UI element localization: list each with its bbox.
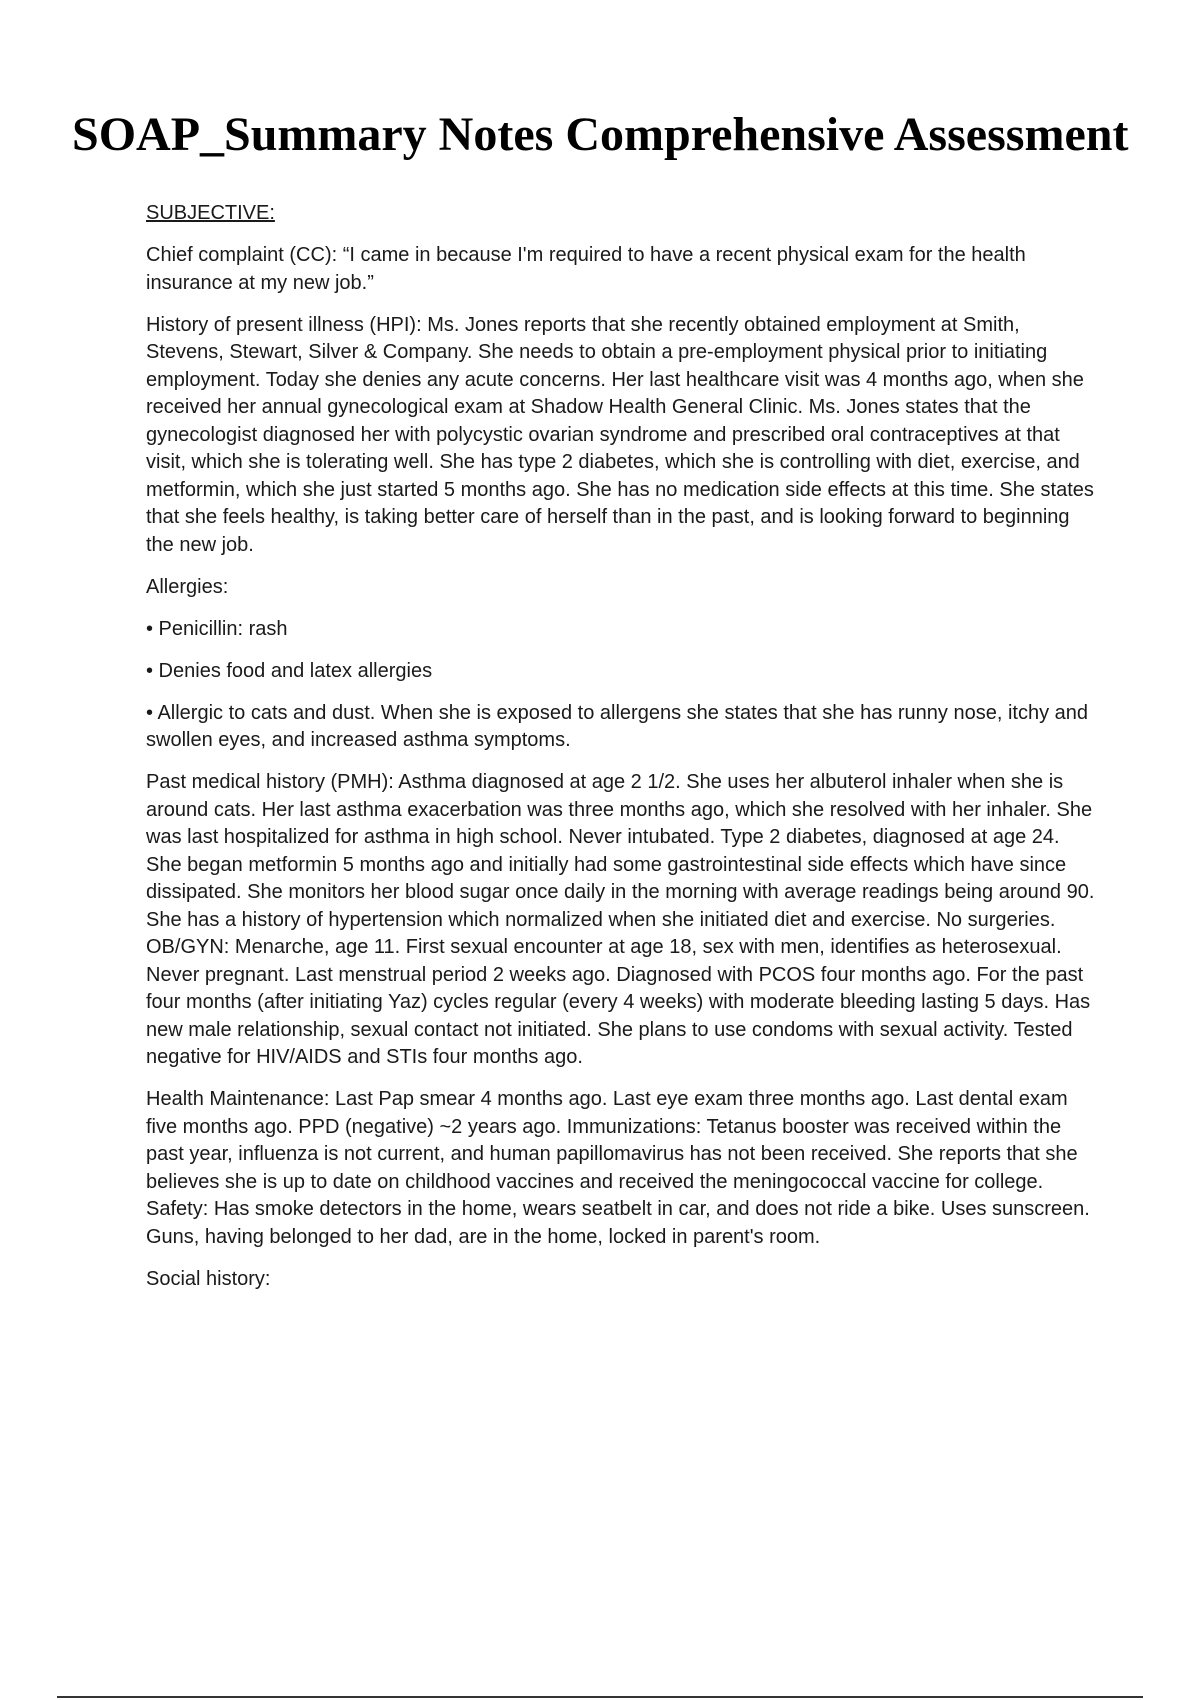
social-history-label: Social history: — [146, 1267, 271, 1290]
allergies-label: Allergies: — [146, 575, 229, 598]
hpi-paragraph: History of present illness (HPI): Ms. Jones reports that she recently obtained employment at Smith, Stevens, Stewart, Silver & Company. She needs to obtain a pre-employment physical prior to initiating employment. Today she denies any acute concerns. Her last healthcare visit was 4 months ago, when she received her annual gynecological exam at Shadow Health General Clinic. Ms. Jones states that the gynecologist diagnosed her with polycystic ovarian syndrome and prescribed oral contraceptives at that visit, which she is tolerating well. She has type 2 diabetes, which she is controlling with diet, exercise, and metformin, which she just started 5 months ago. She has no medication side effects at this time. She states that she feels healthy, is taking better care of herself than in the past, and is looking forward to beginning the new job. — [146, 313, 1094, 556]
health-maintenance-paragraph: Health Maintenance: Last Pap smear 4 months ago. Last eye exam three months ago. Last dental exam five months ago. PPD (negative) ~2 years ago. Immunizations: Tetanus booster was received within the past year, influenza is not current, and human papillomavirus has not been received. She reports that she believes she is up to date on childhood vaccines and received the meningococcal vaccine for college. Safety: Has smoke detectors in the home, wears seatbelt in car, and does not ride a bike. Uses sunscreen. Guns, having belonged to her dad, are in the home, locked in parent's room. — [146, 1088, 1090, 1248]
allergy-item: • Denies food and latex allergies — [146, 659, 433, 682]
subjective-heading: SUBJECTIVE: — [146, 202, 275, 224]
allergy-item: • Penicillin: rash — [146, 617, 288, 640]
document-title: SOAP_Summary Notes Comprehensive Assessment — [72, 108, 1129, 161]
pmh-paragraph: Past medical history (PMH): Asthma diagnosed at age 2 1/2. She uses her albuterol inhaler when she is around cats. Her last asthma exacerbation was three months ago, which she resolved with her inhaler. She was last hospitalized for asthma in high school. Never intubated. Type 2 diabetes, diagnosed at age 24. She began metformin 5 months ago and initially had some gastrointestinal side effects which have since dissipated. She monitors her blood sugar once daily in the morning with average readings being around 90. She has a history of hypertension which normalized when she initiated diet and exercise. No surgeries. OB/GYN: Menarche, age 11. First sexual encounter at age 18, sex with men, identifies as heterosexual. Never pregnant. Last menstrual period 2 weeks ago. Diagnosed with PCOS four months ago. For the past four months (after initiating Yaz) cycles regular (every 4 weeks) with moderate bleeding lasting 5 days. Has new male relationship, sexual contact not initiated. She plans to use condoms with sexual activity. Tested negative for HIV/AIDS and STIs four months ago. — [146, 771, 1095, 1068]
subjective-section — [146, 200, 1096, 1308]
page-footer-rule — [57, 1696, 1143, 1698]
chief-complaint-paragraph: Chief complaint (CC): “I came in because I'm required to have a recent physical exam for the health insurance at my new job.” — [146, 244, 1026, 294]
allergy-item: • Allergic to cats and dust. When she is exposed to allergens she states that she has runny nose, itchy and swollen eyes, and increased asthma symptoms. — [146, 701, 1088, 751]
